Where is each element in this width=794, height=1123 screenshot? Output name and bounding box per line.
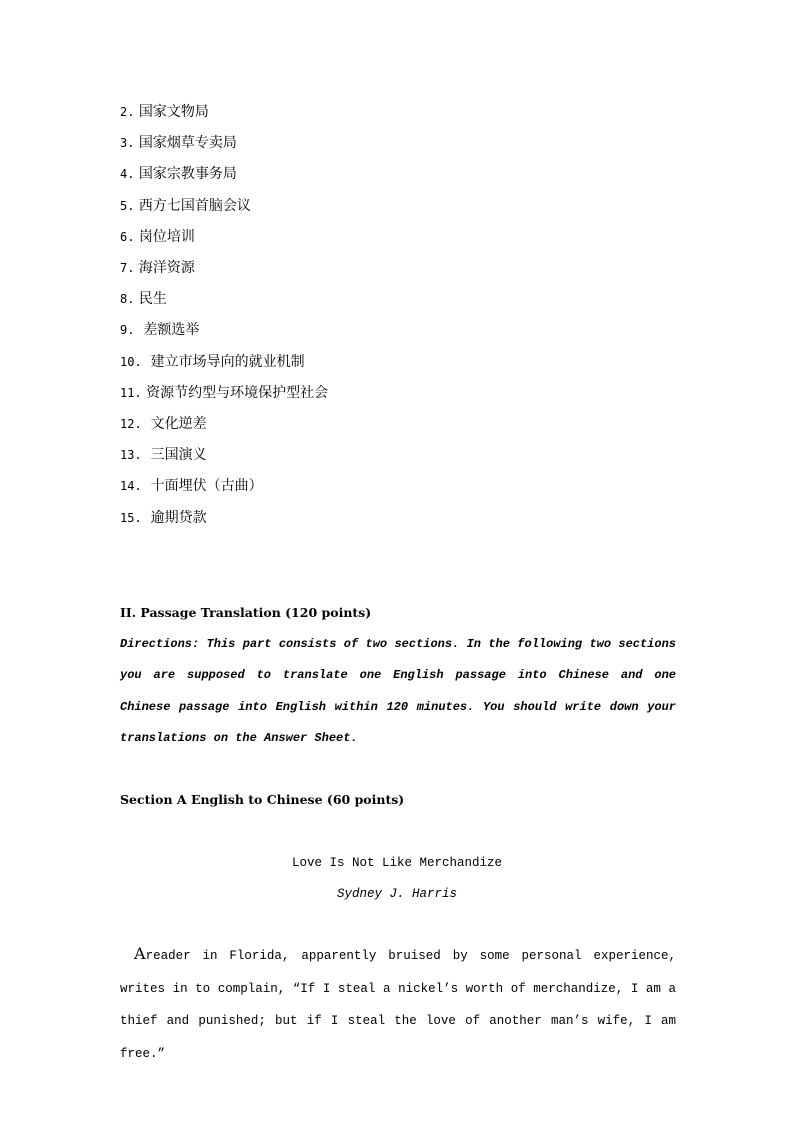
paragraph-text: reader in Florida, apparently bruised by some personal experience, writes in to complain, “If I steal a nickel’s worth of merchandize, I am a thief and punished; but if I steal the love of another man’s wife, I am free.” <box>120 949 676 1061</box>
list-item <box>120 445 207 465</box>
list-item <box>120 352 305 372</box>
passage-title: Love Is Not Like Merchandize <box>291 856 503 870</box>
passage-author: Sydney J. Harris <box>336 887 458 901</box>
item-text: 建立市场导向的就业机制 <box>146 354 305 370</box>
item-text: 海洋资源 <box>138 260 195 276</box>
list-item <box>120 133 237 153</box>
item-number: 9. <box>120 323 135 337</box>
section-a-heading: Section A English to Chinese (60 points) <box>120 792 405 807</box>
item-number: 6. <box>120 230 135 244</box>
item-text: 三国演义 <box>146 447 207 463</box>
item-number: 11. <box>120 386 142 400</box>
list-item <box>120 164 237 184</box>
first-letter: A <box>134 944 146 963</box>
list-item <box>120 414 207 434</box>
list-item <box>120 227 195 247</box>
list-item <box>120 258 195 278</box>
item-number: 14. <box>120 479 142 493</box>
passage-paragraph <box>120 938 676 1070</box>
item-text: 资源节约型与环境保护型社会 <box>146 385 329 401</box>
item-text: 国家烟草专卖局 <box>138 135 237 151</box>
item-number: 12. <box>120 417 142 431</box>
item-text: 逾期贷款 <box>146 510 207 526</box>
item-number: 5. <box>120 199 135 213</box>
item-number: 4. <box>120 167 135 181</box>
item-text: 十面埋伏（古曲） <box>146 478 263 494</box>
list-item <box>120 383 328 403</box>
item-number: 8. <box>120 292 135 306</box>
item-text: 国家文物局 <box>138 104 209 120</box>
item-number: 15. <box>120 511 142 525</box>
item-text: 西方七国首脑会议 <box>138 198 251 214</box>
item-number: 2. <box>120 105 135 119</box>
item-text: 差额选举 <box>138 322 200 338</box>
item-number: 10. <box>120 355 142 369</box>
item-number: 13. <box>120 448 142 462</box>
list-item <box>120 289 167 309</box>
item-text: 岗位培训 <box>138 229 195 245</box>
item-number: 3. <box>120 136 135 150</box>
list-item <box>120 196 251 216</box>
list-item <box>120 508 207 528</box>
item-text: 文化逆差 <box>146 416 207 432</box>
list-item <box>120 320 199 340</box>
item-text: 国家宗教事务局 <box>138 166 237 182</box>
list-item <box>120 102 209 122</box>
section-heading: II. Passage Translation (120 points) <box>120 605 372 620</box>
directions-text: Directions: This part consists of two sections. In the following two sections you are supposed to translate one English passage into Chinese and one Chinese passage into English within 120 minutes. You should write down your translations on the Answer Sheet. <box>120 637 676 745</box>
item-text: 民生 <box>138 291 167 307</box>
list-item <box>120 476 263 496</box>
item-number: 7. <box>120 261 135 275</box>
